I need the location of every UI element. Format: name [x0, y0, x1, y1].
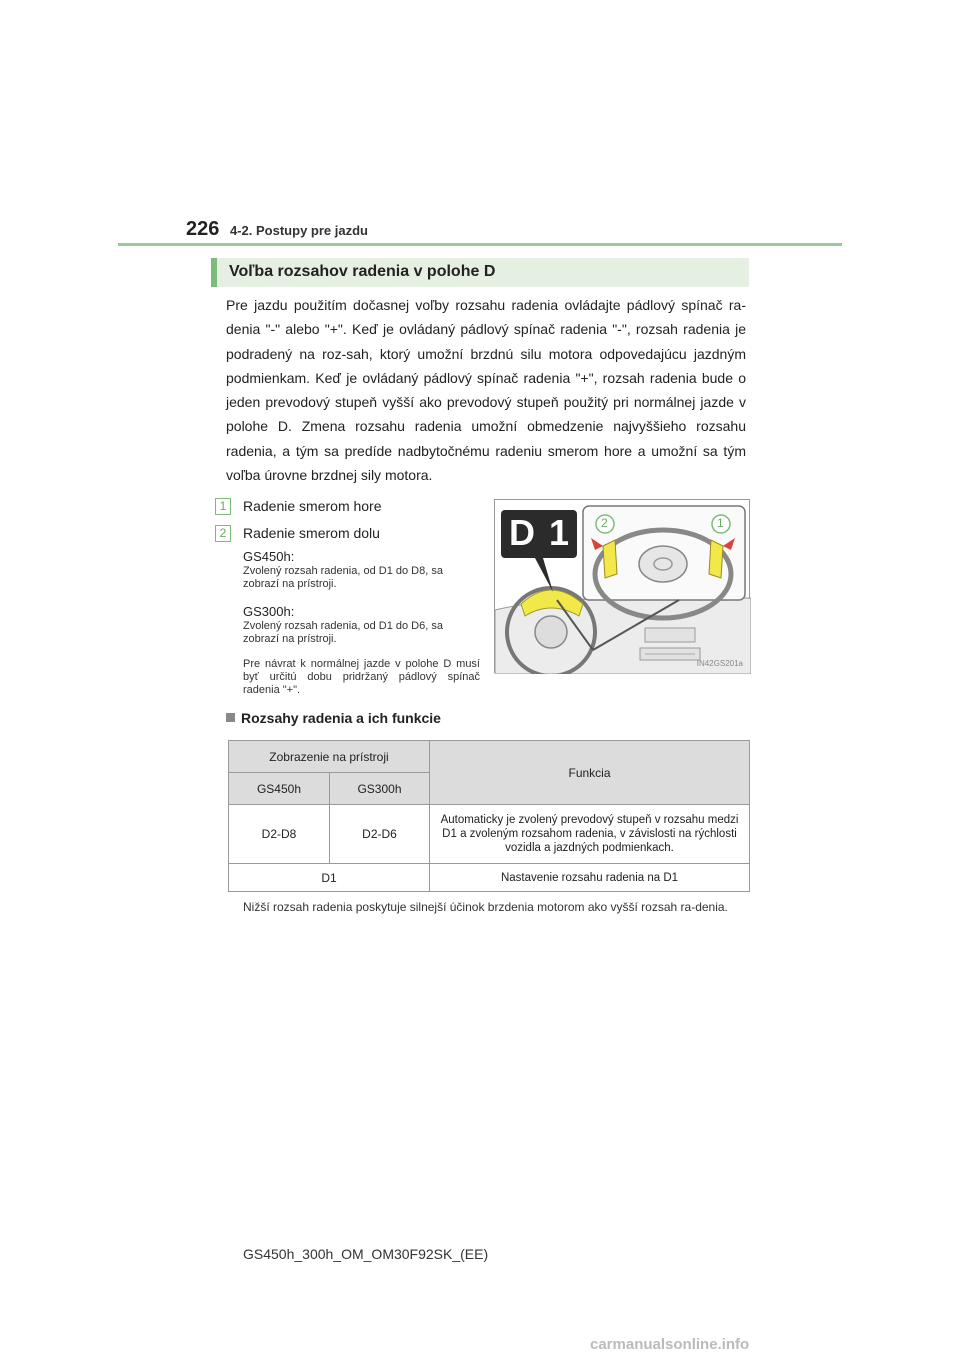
intro-paragraph: Pre jazdu použitím dočasnej voľby rozsahu radenia ovládajte pádlový spínač ra-denia "-" alebo "+". Keď je ovládaný pádlový spínač radenia "-", rozsah radenia je podradený na roz-sah, ktorý umožní brzdnú silu motora odpovedajúcu jazdným podmienkam. Keď je ovládaný pádlový spínač radenia "+", rozsah radenia bude o jeden prevodový stupeň vyšší ako prevodový stupeň použitý pri normálnej jazde v polohe D. Zmena rozsahu radenia umožní obmedzenie najvyššieho rozsahu radenia, a tým sa predíde nadbytočnému radeniu smerom hore a umožní sa tým voľba úrovne brzdnej sily motora. [226, 297, 746, 484]
model-description: Zvolený rozsah radenia, od D1 do D6, sa zobrazí na prístroji. [243, 620, 443, 645]
subsection-title [226, 710, 441, 726]
table-cell-function: Automaticky je zvolený prevodový stupeň v rozsahu medzi D1 a zvoleným rozsahom radenia, v závislosti na rýchlosti vozidla a jazdných podmienkach. [430, 805, 750, 864]
table-note: Nižší rozsah radenia poskytuje silnejší účinok brzdenia motorom ako vyšší rozsah ra-denia. [243, 900, 728, 914]
model-label: GS450h: [243, 549, 295, 564]
table-header-gs450h: GS450h [229, 773, 330, 805]
return-note: Pre návrat k normálnej jazde v polohe D musí byť určitú dobu pridržaný pádlový spínač radenia "+". [243, 658, 480, 696]
callout-1: 1 [717, 516, 724, 530]
table-cell-display: D1 [229, 864, 430, 892]
step-number-badge: 2 [215, 525, 231, 542]
section-reference: 4-2. Postupy pre jazdu [230, 223, 368, 238]
table-row [229, 864, 750, 892]
table-header-row [229, 741, 750, 773]
model-label: GS300h: [243, 604, 295, 619]
callout-2: 2 [601, 516, 608, 530]
subsection-title-text: Rozsahy radenia a ich funkcie [241, 710, 441, 726]
model-description: Zvolený rozsah radenia, od D1 do D8, sa zobrazí na prístroji. [243, 565, 443, 590]
table-cell-gs300h: D2-D6 [330, 805, 430, 864]
steering-wheel-illustration [494, 499, 750, 673]
footer-code: GS450h_300h_OM_OM30F92SK_(EE) [243, 1246, 489, 1262]
header-rule [118, 243, 842, 246]
step-label: Radenie smerom hore [243, 498, 382, 514]
bullet-square [226, 713, 235, 722]
sub-item-gs300h [243, 604, 480, 646]
table-header-display: Zobrazenie na prístroji [229, 741, 430, 773]
watermark: carmanualsonline.info [590, 1336, 750, 1353]
table-cell-gs450h: D2-D8 [229, 805, 330, 864]
section-title-bar [211, 258, 749, 287]
sub-item-gs450h [243, 549, 480, 591]
table-row [229, 805, 750, 864]
table-cell-function: Nastavenie rozsahu radenia na D1 [430, 864, 750, 892]
table-header-function: Funkcia [430, 741, 750, 805]
figure-code: IN42GS201a [696, 659, 743, 668]
section-title: Voľba rozsahov radenia v polohe D [229, 263, 496, 280]
step-label: Radenie smerom dolu [243, 525, 380, 541]
step-number-badge: 1 [215, 498, 231, 515]
shift-range-table [228, 740, 750, 892]
page-number: 226 [186, 218, 220, 240]
gear-display-text: D 1 [509, 512, 572, 553]
table-header-gs300h: GS300h [330, 773, 430, 805]
